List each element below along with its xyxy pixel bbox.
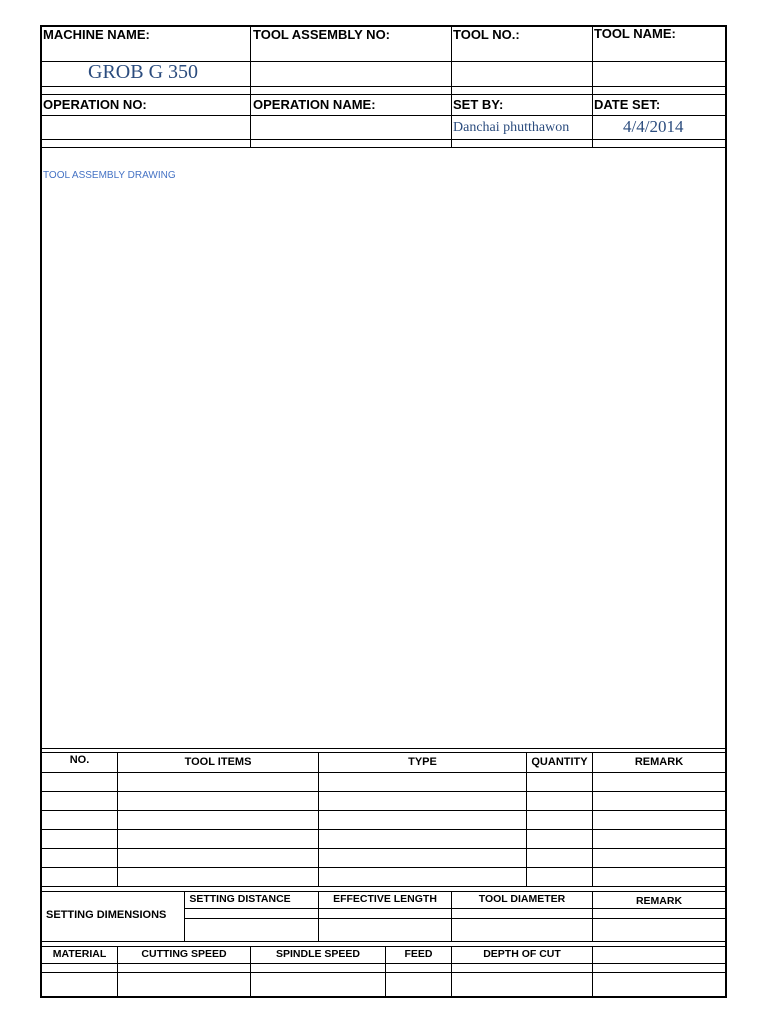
col-no: NO. [69,754,90,766]
drawing-label: TOOL ASSEMBLY DRAWING [43,170,176,181]
setting-line [184,908,726,909]
header-line [41,115,726,116]
set-by-label: SET BY: [453,97,504,112]
header-divider [451,26,452,147]
tool-table-line [41,791,726,792]
tool-table-divider [318,752,319,886]
tool-name-label: TOOL NAME: [594,26,676,41]
cutting-line [41,972,726,973]
tool-table-line [41,810,726,811]
tool-table-divider [592,752,593,886]
col-type: TYPE [408,756,437,768]
header-divider [592,26,593,147]
col-depth-of-cut: DEPTH OF CUT [483,948,561,960]
col-tool-diameter: TOOL DIAMETER [478,893,566,905]
tool-table-line [41,748,726,749]
set-by-value[interactable]: Danchai phutthawon [453,120,570,135]
setting-line [184,918,726,919]
tool-no-label: TOOL NO.: [453,27,520,42]
cutting-line [41,963,726,964]
tool-table-divider [117,752,118,886]
tool-table-line [41,752,726,753]
setting-dimensions-label: SETTING DIMENSIONS [46,909,167,921]
cutting-line [41,946,726,947]
tool-table-line [41,772,726,773]
date-set-value[interactable]: 4/4/2014 [623,117,684,136]
border-bottom [40,996,727,998]
border-right [725,25,727,998]
col-cutting-speed: CUTTING SPEED [141,948,227,960]
col-feed: FEED [404,948,433,960]
date-set-label: DATE SET: [594,97,661,112]
machine-name-value[interactable]: GROB G 350 [88,61,199,83]
col-quantity: QUANTITY [531,756,588,768]
col-remark: REMARK [634,756,684,768]
tool-table-line [41,867,726,868]
tool-table-line [41,848,726,849]
col-setting-distance: SETTING DISTANCE [189,893,291,905]
col-setting-remark: REMARK [635,895,683,907]
header-line [41,139,726,140]
setting-line [41,941,726,942]
col-material: MATERIAL [52,948,107,960]
tool-assembly-no-label: TOOL ASSEMBLY NO: [253,27,391,42]
tool-table-divider [526,752,527,886]
setting-line [41,891,726,892]
header-line [41,94,726,95]
tool-table-line [41,886,726,887]
col-effective-length: EFFECTIVE LENGTH [333,893,437,905]
drawing-area[interactable] [42,148,725,748]
cutting-divider [592,946,593,996]
header-line [41,86,726,87]
col-spindle-speed: SPINDLE SPEED [275,948,361,960]
operation-name-label: OPERATION NAME: [253,97,376,112]
operation-no-label: OPERATION NO: [43,97,147,112]
tool-table-line [41,829,726,830]
machine-name-label: MACHINE NAME: [43,27,150,42]
header-divider [250,26,251,147]
col-tool-items: TOOL ITEMS [184,756,252,768]
